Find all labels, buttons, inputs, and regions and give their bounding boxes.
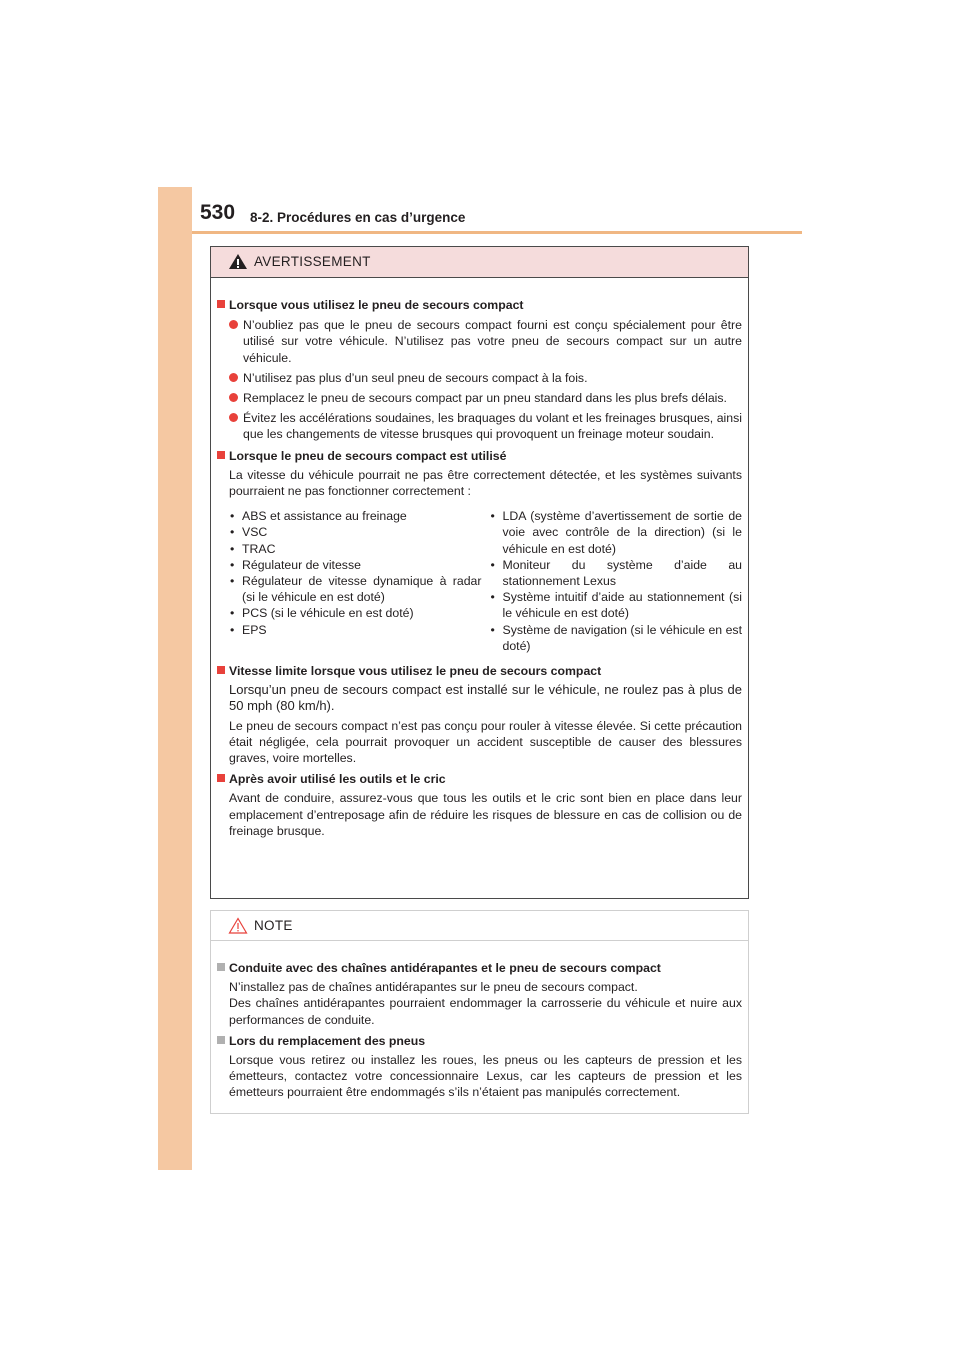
- affected-systems-list: [211, 508, 742, 654]
- list-item: • ABS et assistance au freinage: [230, 509, 407, 524]
- red-dot-bullet-icon: [229, 373, 238, 382]
- note-header: [211, 911, 748, 941]
- warning-triangle-icon: [228, 253, 248, 275]
- list-item: • Régulateur de vitesse dynamique à radar (si le véhicule en est doté): [230, 574, 482, 605]
- section-text: Lorsqu’un pneu de secours compact est installé sur le véhicule, ne roulez pas à plus de 50 mph (80 km/h).: [229, 682, 742, 714]
- list-item: • VSC: [230, 525, 268, 540]
- warning-bullet: N’oubliez pas que le pneu de secours compact fourni est conçu spécialement pour être utilisé sur votre véhicule. N’utilisez pas votre pneu de secours compact sur un autre véhicule.: [211, 317, 742, 366]
- list-item: • Moniteur du système d’aide au stationnement Lexus: [490, 557, 742, 589]
- red-square-bullet-icon: [217, 451, 225, 459]
- red-square-bullet-icon: [217, 300, 225, 308]
- grey-square-bullet-icon: [217, 963, 225, 971]
- red-square-bullet-icon: [217, 774, 225, 782]
- red-square-bullet-icon: [217, 666, 225, 674]
- list-item: • LDA (système d’avertissement de sortie de voie avec contrôle de la direction) (si le véhicule en est doté): [490, 509, 742, 556]
- red-dot-bullet-icon: [229, 413, 238, 422]
- section-text: Avant de conduire, assurez-vous que tous les outils et le cric sont bien en place dans leur emplacement d’entreposage afin de réduire les risques de blessure en cas de collision ou de freinage brusque.: [229, 791, 742, 838]
- section-heading: Lorsque vous utilisez le pneu de secours compact: [211, 297, 742, 313]
- warning-header: [211, 247, 748, 278]
- section-text: N’installez pas de chaînes antidérapantes sur le pneu de secours compact.: [229, 980, 638, 995]
- list-item: • TRAC: [230, 541, 276, 556]
- section-heading: Vitesse limite lorsque vous utilisez le pneu de secours compact: [211, 663, 742, 679]
- list-item: • EPS: [230, 622, 267, 637]
- chapter-sidebar-tab: [158, 187, 192, 1170]
- warning-bullet: N’utilisez pas plus d’un seul pneu de secours compact à la fois.: [211, 370, 742, 386]
- section-heading: Lors du remplacement des pneus: [211, 1033, 742, 1049]
- section-text: La vitesse du véhicule pourrait ne pas être correctement détectée, et les systèmes suivants pourraient ne pas fonctionner correctement :: [229, 467, 742, 499]
- list-column-right: [490, 508, 743, 654]
- grey-square-bullet-icon: [217, 1036, 225, 1044]
- list-item: • Système intuitif d’aide au stationnement (si le véhicule en est doté): [490, 590, 742, 621]
- warning-content: [211, 278, 748, 839]
- caution-triangle-icon: [228, 917, 248, 939]
- note-content: [211, 941, 748, 1101]
- section-text: Le pneu de secours compact n’est pas conçu pour rouler à vitesse élevée. Si cette précaution était négligée, cela pourrait provoquer un accident susceptible de causer des blessures graves, voire mortelles.: [229, 718, 742, 766]
- warning-bullet: Évitez les accélérations soudaines, les braquages du volant et les freinages brusques, ainsi que les changements de vitesse brusques qui provoquent un freinage moteur soudain.: [211, 410, 742, 442]
- page-number: 530: [200, 201, 236, 224]
- list-item: • Système de navigation (si le véhicule en est doté): [490, 622, 742, 653]
- section-heading: Après avoir utilisé les outils et le cric: [211, 771, 742, 787]
- red-dot-bullet-icon: [229, 320, 238, 329]
- warning-box: [210, 246, 749, 899]
- note-title: NOTE: [254, 918, 293, 933]
- red-dot-bullet-icon: [229, 393, 238, 402]
- note-box: [210, 910, 749, 1114]
- list-column-left: [229, 508, 482, 654]
- warning-title: AVERTISSEMENT: [254, 254, 371, 269]
- section-text: Des chaînes antidérapantes pourraient endommager la carrosserie du véhicule et nuire aux performances de conduite.: [229, 996, 742, 1027]
- warning-bullet: Remplacez le pneu de secours compact par un pneu standard dans les plus brefs délais.: [211, 390, 742, 406]
- section-text: Lorsque vous retirez ou installez les roues, les pneus ou les capteurs de pression et les émetteurs, contactez votre concessionnaire Lexus, car les capteurs de pression et les émetteurs pourraient être endommagés s’ils n’étaient pas manipulés correctement.: [229, 1053, 742, 1100]
- list-item: • Régulateur de vitesse: [230, 557, 361, 572]
- section-heading: Lorsque le pneu de secours compact est utilisé: [211, 448, 742, 464]
- header-rule: [192, 231, 802, 234]
- section-heading: Conduite avec des chaînes antidérapantes et le pneu de secours compact: [211, 960, 742, 976]
- list-item: • PCS (si le véhicule en est doté): [230, 606, 414, 621]
- section-title: 8-2. Procédures en cas d’urgence: [250, 210, 466, 225]
